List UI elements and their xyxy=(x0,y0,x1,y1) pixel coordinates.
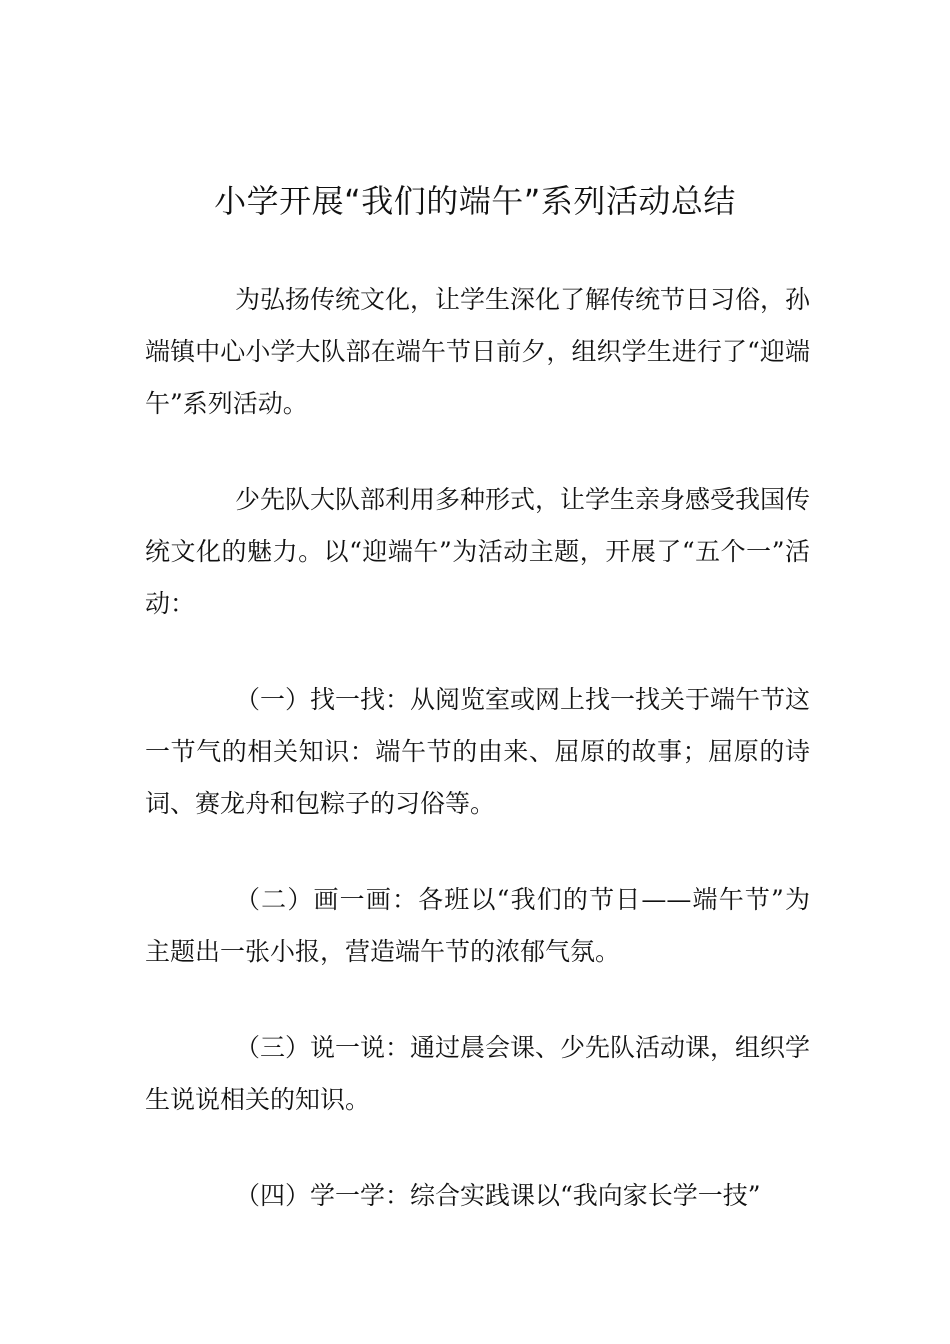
paragraph-activity-2: （二）画一画：各班以“我们的节日——端午节”为主题出一张小报，营造端午节的浓郁气氛。 xyxy=(145,885,810,966)
paragraph-activity-4: （四）学一学：综合实践课以“我向家长学一技” xyxy=(235,1181,761,1210)
document-title: 小学开展“我们的端午”系列活动总结 xyxy=(214,182,736,220)
paragraph-activity-3: （三）说一说：通过晨会课、少先队活动课，组织学生说说相关的知识。 xyxy=(145,1033,811,1114)
paragraph-activity-1: （一）找一找：从阅览室或网上找一找关于端午节这一节气的相关知识：端午节的由来、屈原的故事；屈原的诗词、赛龙舟和包粽子的习俗等。 xyxy=(145,685,811,818)
paragraph-overview: 少先队大队部利用多种形式，让学生亲身感受我国传统文化的魅力。以“迎端午”为活动主题，开展了“五个一”活动： xyxy=(145,485,811,618)
paragraph-intro: 为弘扬传统文化，让学生深化了解传统节日习俗，孙端镇中心小学大队部在端午节日前夕，组织学生进行了“迎端午”系列活动。 xyxy=(145,285,811,418)
